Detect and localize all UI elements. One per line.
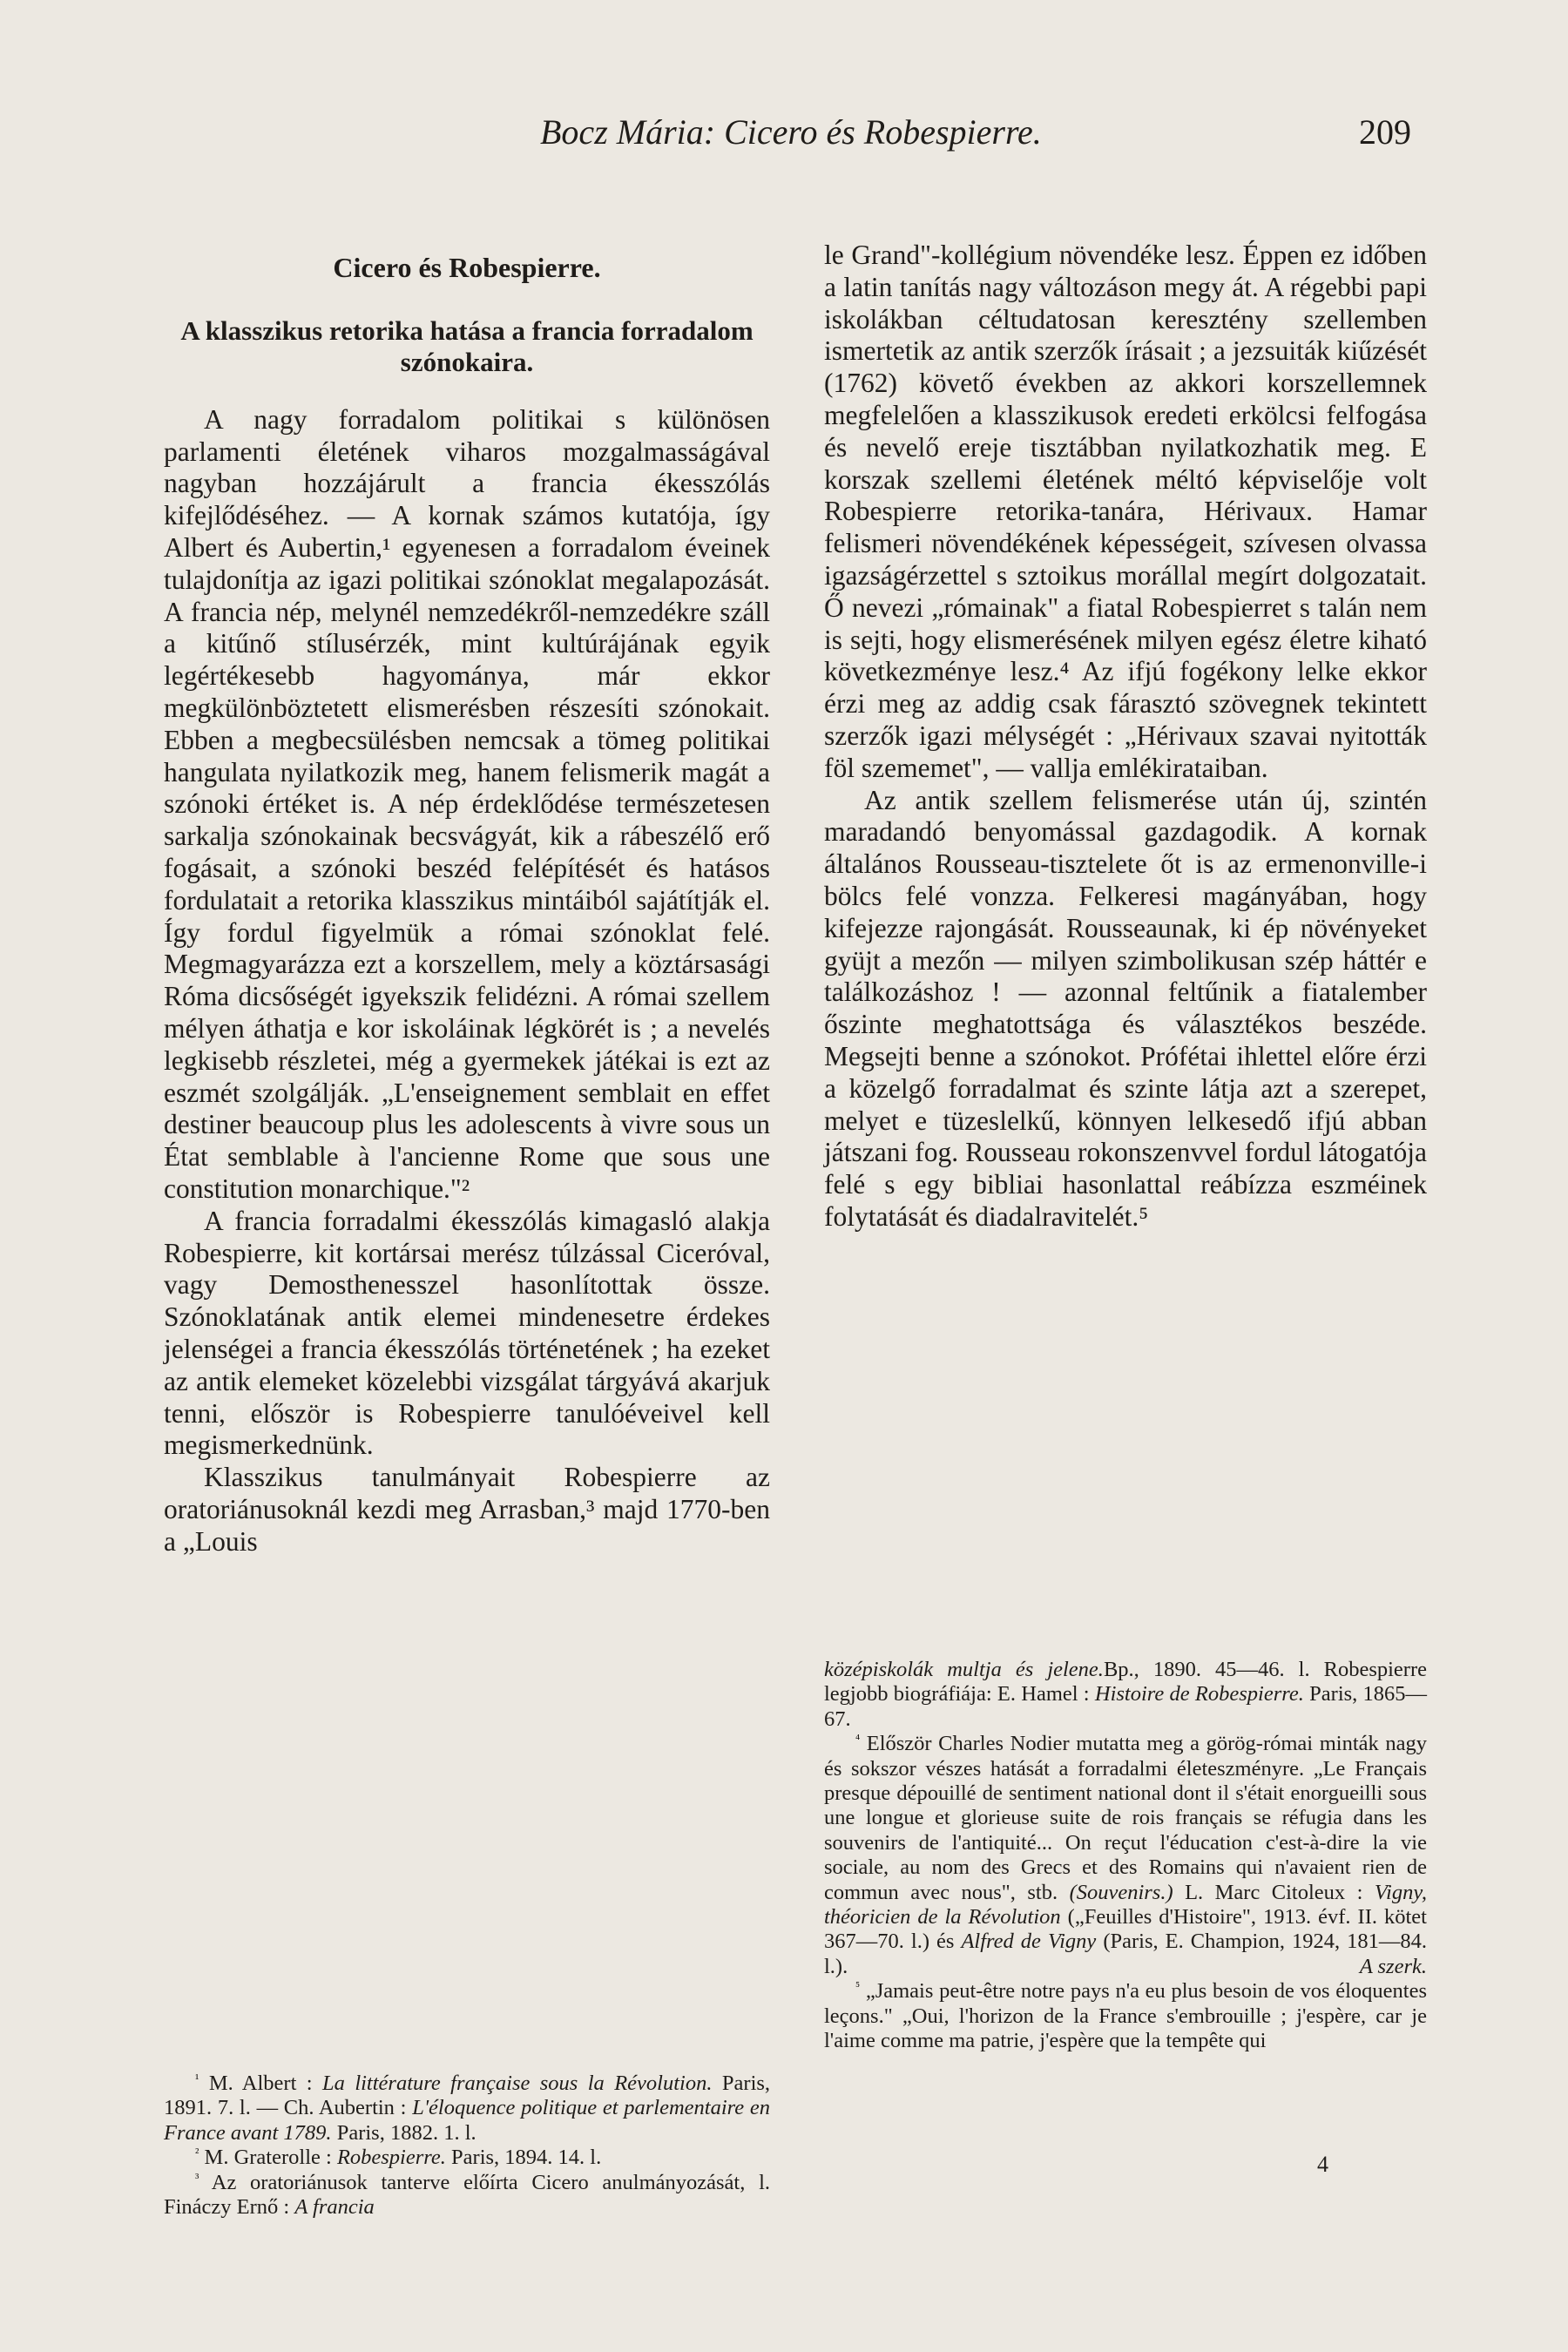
footnote-3-continued bbox=[824, 1658, 1427, 1732]
footnote-title: A francia bbox=[294, 2195, 375, 2220]
footnote-3 bbox=[164, 2171, 770, 2220]
article-title: Cicero és Robespierre. bbox=[333, 252, 601, 283]
footnote-text: („Feuilles d'Histoire", 1913. évf. II. kötet 367—70. l.) és bbox=[824, 1905, 1427, 1954]
footnote-text: Az oratoriánusok tanterve előírta Cicero anulmányozását, l. Fináczy Ernő : bbox=[164, 2170, 770, 2220]
paragraph-3-continued: le Grand"-kollégium növendéke lesz. Éppen ez időben a latin tanítás nagy változáson megy át. A régebbi papi iskolákban céltudatosan keresztény szellemben ismertetik az antik szerzők írásait ; a jezsuiták kiűzését (1762) követő években az akkori korszellemnek megfelelően a klasszikusok eredeti erkölcsi felfogása és nevelő ereje tisztábban nyilatkozhatik meg. E korszak szellemi életének méltó képviselője volt Robespierre retorika-tanára, Hérivaux. Hamar felismeri növendékének képességeit, szívesen olvassa igazságérzettel s sztoikus morállal megírt dolgozatait. Ő nevezi „rómainak" a fiatal Robespierret s talán nem is sejti, hogy elismerésének milyen egész életre kiható következménye lesz.⁴ Az ifjú fogékony lelke ekkor érzi meg az addig csak fárasztó szövegnek tekintett szerzők igazi mélységét : „Hérivaux szavai nyitották föl szememet", — vallja emlékirataiban. bbox=[824, 240, 1427, 783]
page-number: 209 bbox=[1359, 112, 1411, 152]
footnote-text: (Paris, E. Champion, 1924, 181—84. l.). bbox=[824, 1930, 1428, 1978]
footnote-4-mark: ⁴ bbox=[855, 1733, 861, 1747]
running-header bbox=[540, 112, 1411, 152]
footnote-title: Robespierre. bbox=[336, 2146, 446, 2170]
paragraph-4: Az antik szellem felismerése után új, szintén maradandó benyomással gazdagodik. A kornak általános Rousseau-tisztelete őt is az ermenonville-i bölcs felé vonzza. Felkeresi magányában, hogy kifejezze rajongását. Rousseaunak, ki ép növényeket gyüjt a mezőn — milyen szimbolikusan szép háttér e találkozáshoz ! — azonnal feltűnik a fiatalember őszinte meghatottsága és választékos beszéde. Megsejti benne a szónokot. Prófétai ihlettel előre érzi a közelgő forradalmat és szinte látja azt a szerepet, melyet e tüzeslelkű, könnyen lelkesedő ifjú abban játszani fog. Rousseau rokonszenvvel fordul látogatója felé s egy bibliai hasonlattal reábízza eszméinek folytatását és diadalravitelét.⁵ bbox=[824, 784, 1427, 1232]
paragraph-3-start: Klasszikus tanulmányait Robespierre az oratoriánusoknál kezdi meg Arrasban,³ majd 1770-ben a „Louis bbox=[164, 1462, 770, 1557]
footnote-text: Paris, 1865—67. bbox=[824, 1682, 1428, 1731]
footnote-5-mark: ⁵ bbox=[855, 1980, 861, 1995]
sheet-signature: 4 bbox=[1317, 2152, 1328, 2177]
footnote-title: középiskolák multja és jelene. bbox=[824, 1658, 1104, 1681]
footnote-3-mark: ³ bbox=[195, 2171, 199, 2186]
footnote-1-mark: ¹ bbox=[195, 2072, 199, 2086]
footnote-2 bbox=[164, 2146, 770, 2170]
footnote-text: M. Graterolle : bbox=[204, 2146, 332, 2170]
footnotes-left bbox=[164, 2072, 770, 2220]
footnote-title: Histoire de Robespierre. bbox=[1094, 1682, 1304, 1707]
article-subtitle: A klasszikus retorika hatása a francia forradalom szónokaira. bbox=[180, 314, 754, 377]
paragraph-2: A francia forradalmi ékesszólás kimagasló alakja Robespierre, kit kortársai merész túlzással Ciceróval, vagy Demosthenesszel hasonlítottak össze. Szónoklatának antik elemei mindenesetre érdekes jelenségei a francia ékesszólás történetének ; ha ezeket az antik elemeket közelebbi vizsgálat tárgyává akarjuk tenni, először is Robespierre tanulóéveivel kell megismerkednünk. bbox=[164, 1205, 770, 1461]
footnote-title: Alfred de Vigny bbox=[961, 1930, 1097, 1954]
footnote-title: L'éloquence politique et parlementaire en France avant 1789. bbox=[164, 2096, 771, 2145]
footnote-text: Paris, 1882. 1. l. bbox=[336, 2120, 476, 2145]
footnote-title: (Souvenirs.) bbox=[1069, 1880, 1173, 1904]
footnote-text: Először Charles Nodier mutatta meg a görög-római minták nagy és sokszor vészes hatását a forradalmi életeszményre. „Le Français presque dépouillé de sentiment national dont il s'était enorgueilli sous une longue et glorieuse suite de rois français se réfugia dans les souvenirs de l'antiquité... On reçut l'éducation c'est-à-dire la vie sociale, au nom des Grecs et des Romains qui n'avaient rien de commun avec nous", stb. bbox=[824, 1732, 1427, 1904]
paragraph-1: A nagy forradalom politikai s különösen parlamenti életének viharos mozgalmasságával nagyban hozzájárult a francia ékesszólás kifejlődéséhez. — A kornak számos kutatója, így Albert és Aubertin,¹ egyenesen a forradalom éveinek tulajdonítja az igazi politikai szónoklat megalapozását. A francia nép, melynél nemzedékről-nemzedékre száll a kitűnő stílusérzék, mint kultúrájának egyik legértékesebb hagyománya, már ekkor megkülönböztetett elismerésben részesíti szónokait. Ebben a megbecsülésben nemcsak a tömeg politikai hangulata nyilatkozik meg, hanem felismerik magát a szónoki értéket is. A nép érdeklődése természetesen sarkalja szónokainak becsvágyát, kik a rábeszélő erő fogásait, a szónoki beszéd felépítését és hatásos fordulatait a retorika klasszikus mintáiból sajátítják el. Így fordul figyelmük a római szónoklat felé. Megmagyarázza ezt a korszellem, mely a köztársasági Róma dicsőségét igyekszik felidézni. A római szellem mélyen áthatja e kor iskoláinak légkörét is ; a nevelés legkisebb részletei, még a gyermekek játékai is ezt az eszmét szolgálják. „L'enseignement semblait en effet destiner beaucoup plus les adolescents à vivre sous un État semblable à l'ancienne Rome que sous une constitution monarchique."² bbox=[164, 403, 770, 1204]
footnote-text: M. Albert : bbox=[208, 2072, 313, 2095]
footnote-title: Vigny, théoricien de la Révolution bbox=[824, 1880, 1427, 1930]
footnote-text: Paris, 1894. 14. l. bbox=[451, 2146, 602, 2170]
footnote-text: Bp., 1890. 45—46. l. Robespierre legjobb biográfiája: E. Hamel : bbox=[824, 1658, 1427, 1707]
running-title: Bocz Mária: Cicero és Robespierre. bbox=[540, 112, 1042, 152]
footnote-title: La littérature française sous la Révolution. bbox=[322, 2072, 713, 2095]
right-column bbox=[824, 240, 1427, 1233]
footnote-5 bbox=[824, 1979, 1427, 2053]
footnotes-right bbox=[824, 1658, 1427, 2054]
editor-signature: A szerk. bbox=[1359, 1954, 1427, 1978]
footnote-text: Paris, 1891. 7. l. — Ch. Aubertin : bbox=[164, 2072, 771, 2120]
footnote-4 bbox=[824, 1732, 1427, 1979]
footnote-2-mark: ² bbox=[195, 2146, 199, 2161]
left-column bbox=[164, 240, 770, 1558]
footnote-text: „Jamais peut-être notre pays n'a eu plus besoin de vos éloquentes leçons." „Oui, l'horizon de la France s'embrouille ; j'espère, car je l'aime comme ma patrie, j'espère que la tempête qui bbox=[824, 1979, 1428, 2053]
footnote-1 bbox=[164, 2072, 770, 2146]
footnote-text: L. Marc Citoleux : bbox=[1185, 1880, 1363, 1904]
